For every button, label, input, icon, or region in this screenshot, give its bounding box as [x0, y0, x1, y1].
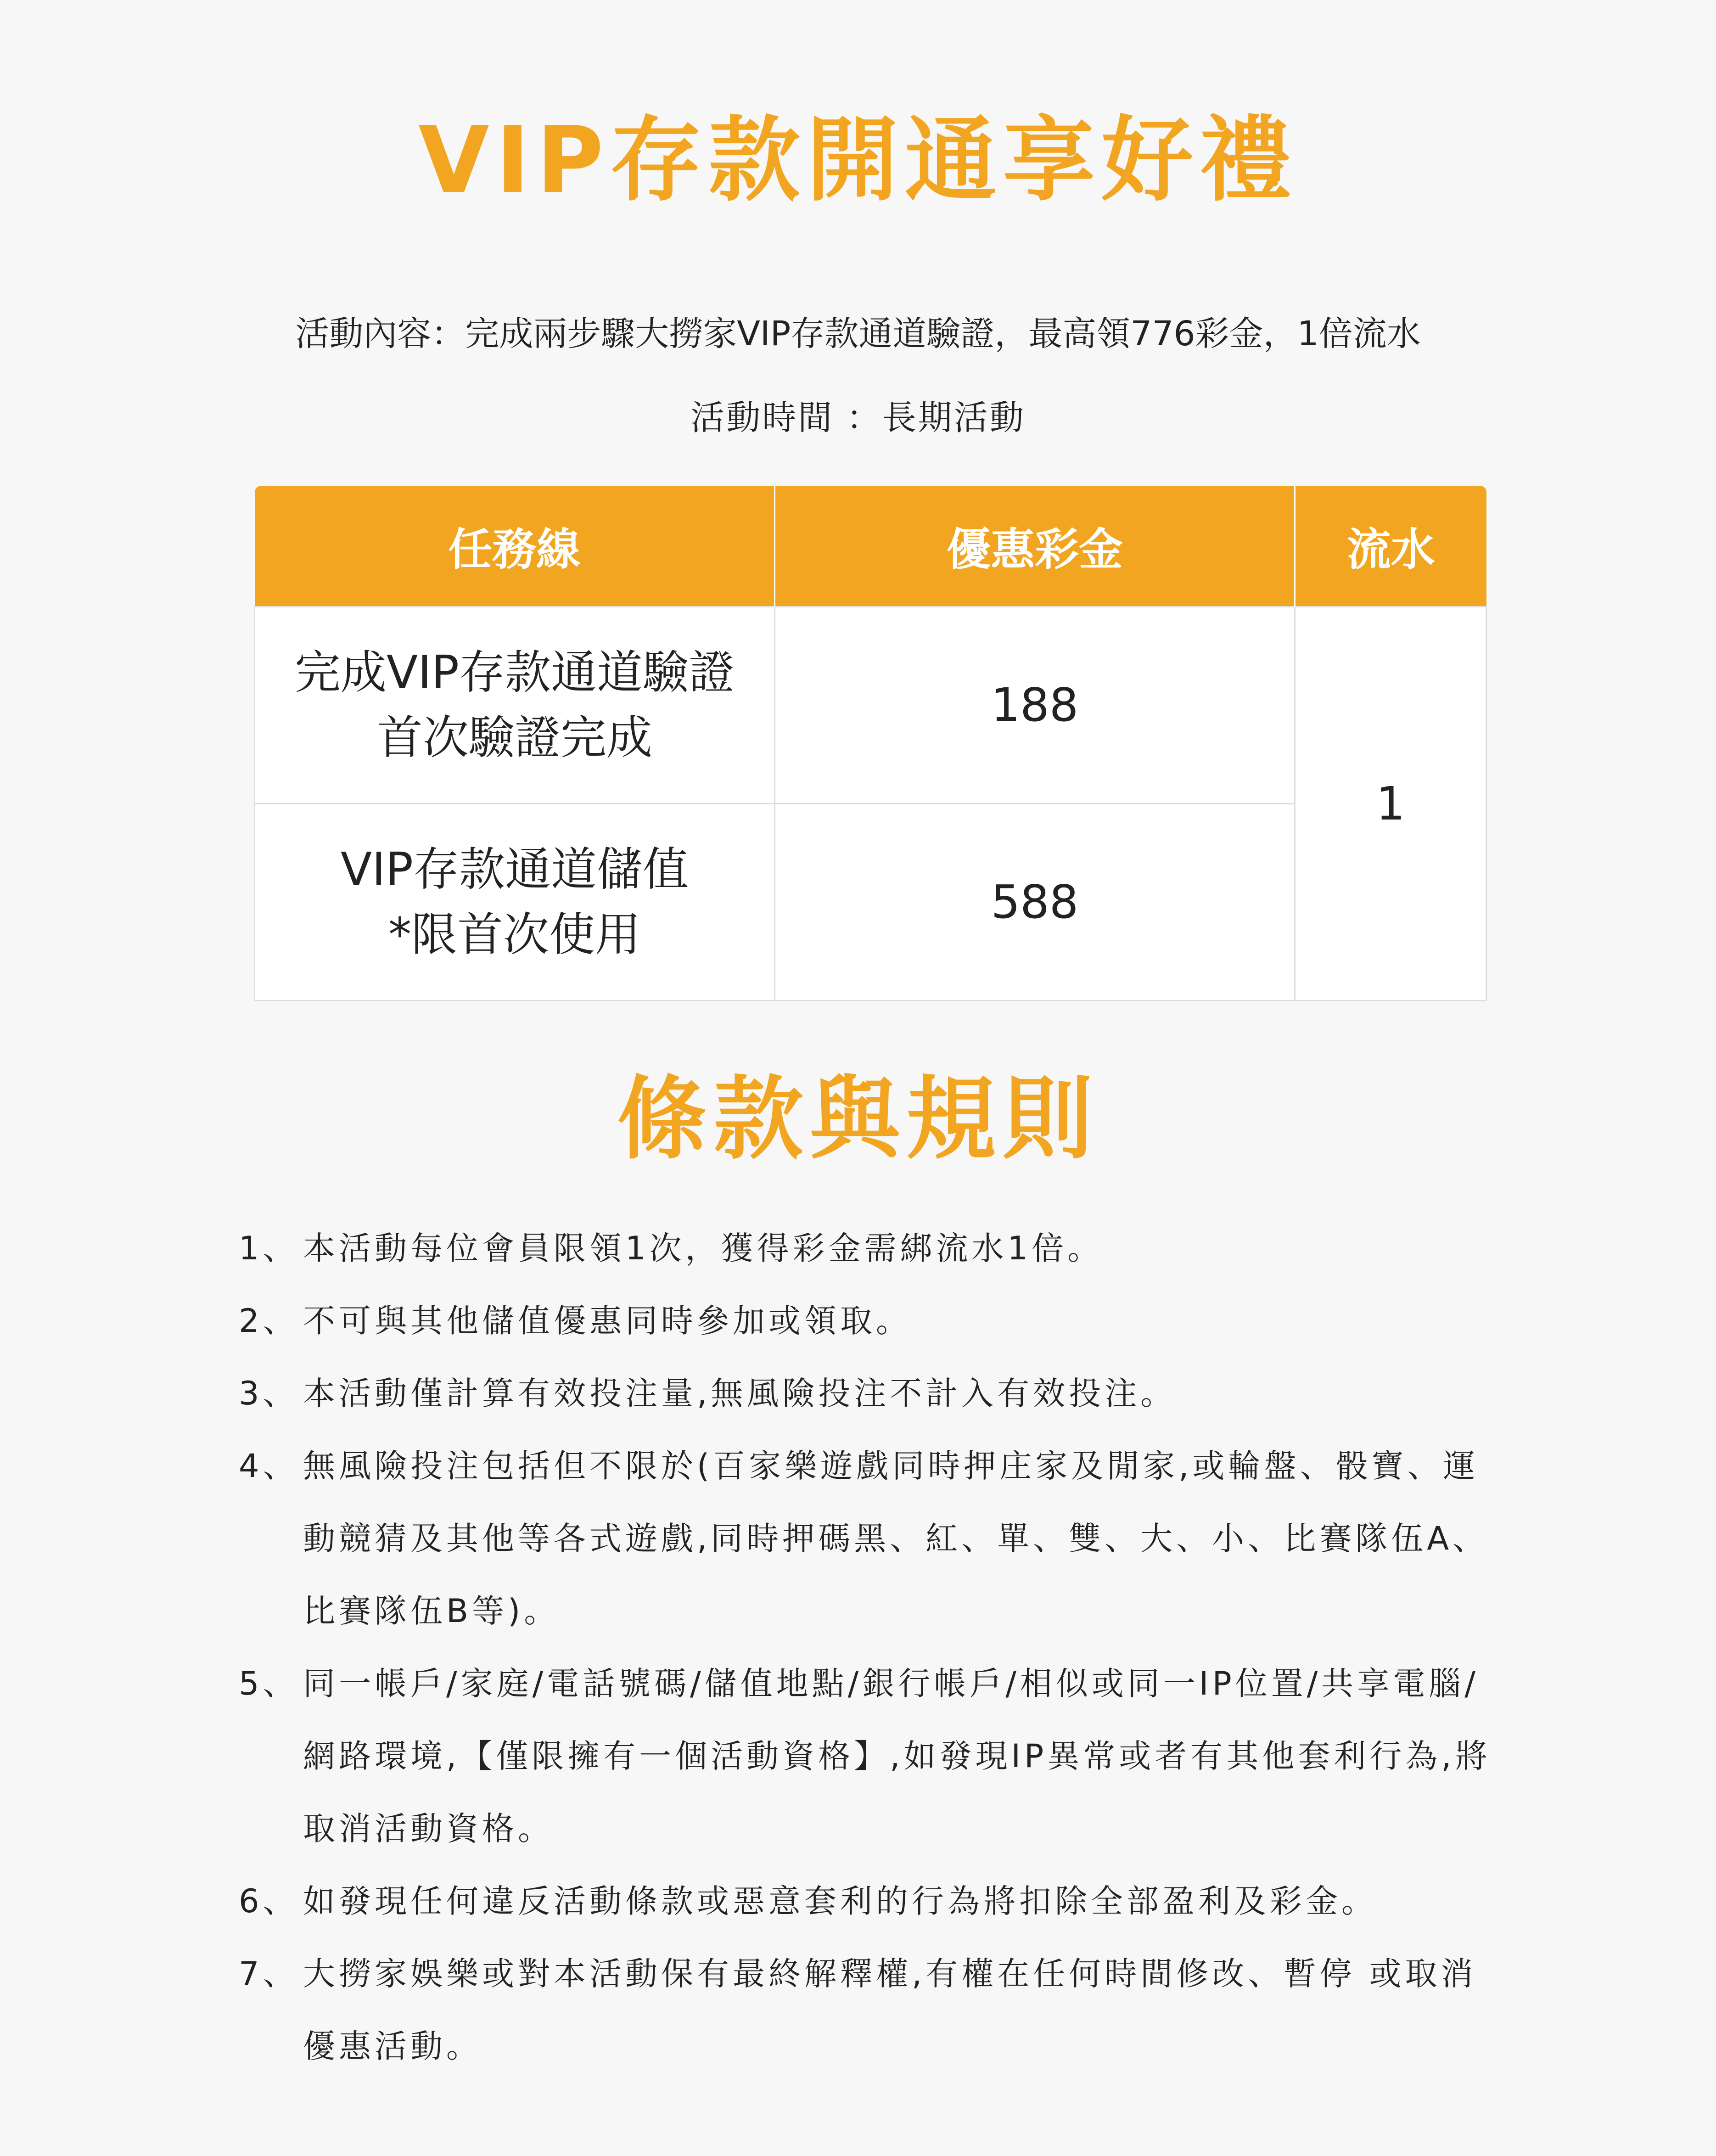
rule-number: 2、 [239, 1302, 299, 1340]
task-cell [255, 607, 775, 804]
rule-text: 如發現任何違反活動條款或惡意套利的行為將扣除全部盈利及彩金。 [303, 1882, 1377, 1920]
rule-number: 1、 [239, 1230, 299, 1267]
header-turnover: 流水 [1295, 486, 1486, 607]
task-line: VIP存款通道儲值 [340, 842, 689, 896]
rule-item [239, 1357, 1506, 1430]
table-header-row [255, 486, 1486, 607]
task-cell [255, 804, 775, 1001]
rule-item [239, 1430, 1506, 1647]
rule-text: 無風險投注包括但不限於(百家樂遊戲同時押庄家及閒家,或輪盤、骰寶、運動競猜及其他等各式遊戲,同時押碼黑、紅、單、雙、大、小、比賽隊伍A、比賽隊伍B等)。 [303, 1447, 1489, 1630]
rule-item [239, 1865, 1506, 1937]
rule-item [239, 1212, 1506, 1285]
turnover-cell: 1 [1295, 607, 1486, 1001]
task-line: 首次驗證完成 [377, 711, 652, 764]
reward-table [254, 486, 1487, 1001]
header-task: 任務線 [255, 486, 775, 607]
task-line: *限首次使用 [388, 908, 641, 961]
bonus-cell: 588 [775, 804, 1295, 1001]
rule-text: 本活動僅計算有效投注量,無風險投注不計入有效投注。 [303, 1375, 1177, 1412]
rules-list [239, 1212, 1506, 2083]
rules-title: 條款與規則 [617, 1067, 1099, 1172]
rule-number: 4、 [239, 1447, 299, 1485]
rule-number: 3、 [239, 1375, 299, 1412]
rule-text: 大撈家娛樂或對本活動保有最終解釋權,有權在任何時間修改、暫停 或取消優惠活動。 [303, 1955, 1477, 2065]
activity-content: 活動內容：完成兩步驟大撈家VIP存款通道驗證，最高領776彩金，1倍流水 [295, 314, 1421, 354]
bonus-cell: 188 [775, 607, 1295, 804]
rule-number: 5、 [239, 1665, 299, 1702]
rule-item [239, 1937, 1506, 2083]
activity-time: 活動時間 ：長期活動 [690, 398, 1026, 438]
page-title: VIP存款開通享好禮 [418, 107, 1298, 214]
rule-number: 6、 [239, 1882, 299, 1920]
table-row [255, 607, 1486, 804]
rule-item [239, 1647, 1506, 1865]
rule-number: 7、 [239, 1955, 299, 1993]
rule-text: 同一帳戶/家庭/電話號碼/儲值地點/銀行帳戶/相似或同一IP位置/共享電腦/網路環境,【僅限擁有一個活動資格】,如發現IP異常或者有其他套利行為,將取消活動資格。 [303, 1665, 1491, 1847]
task-line: 完成VIP存款通道驗證 [294, 646, 735, 699]
rule-item [239, 1285, 1506, 1357]
rule-text: 本活動每位會員限領1次，獲得彩金需綁流水1倍。 [303, 1230, 1104, 1267]
header-bonus: 優惠彩金 [775, 486, 1295, 607]
rule-text: 不可與其他儲值優惠同時參加或領取。 [303, 1302, 912, 1340]
